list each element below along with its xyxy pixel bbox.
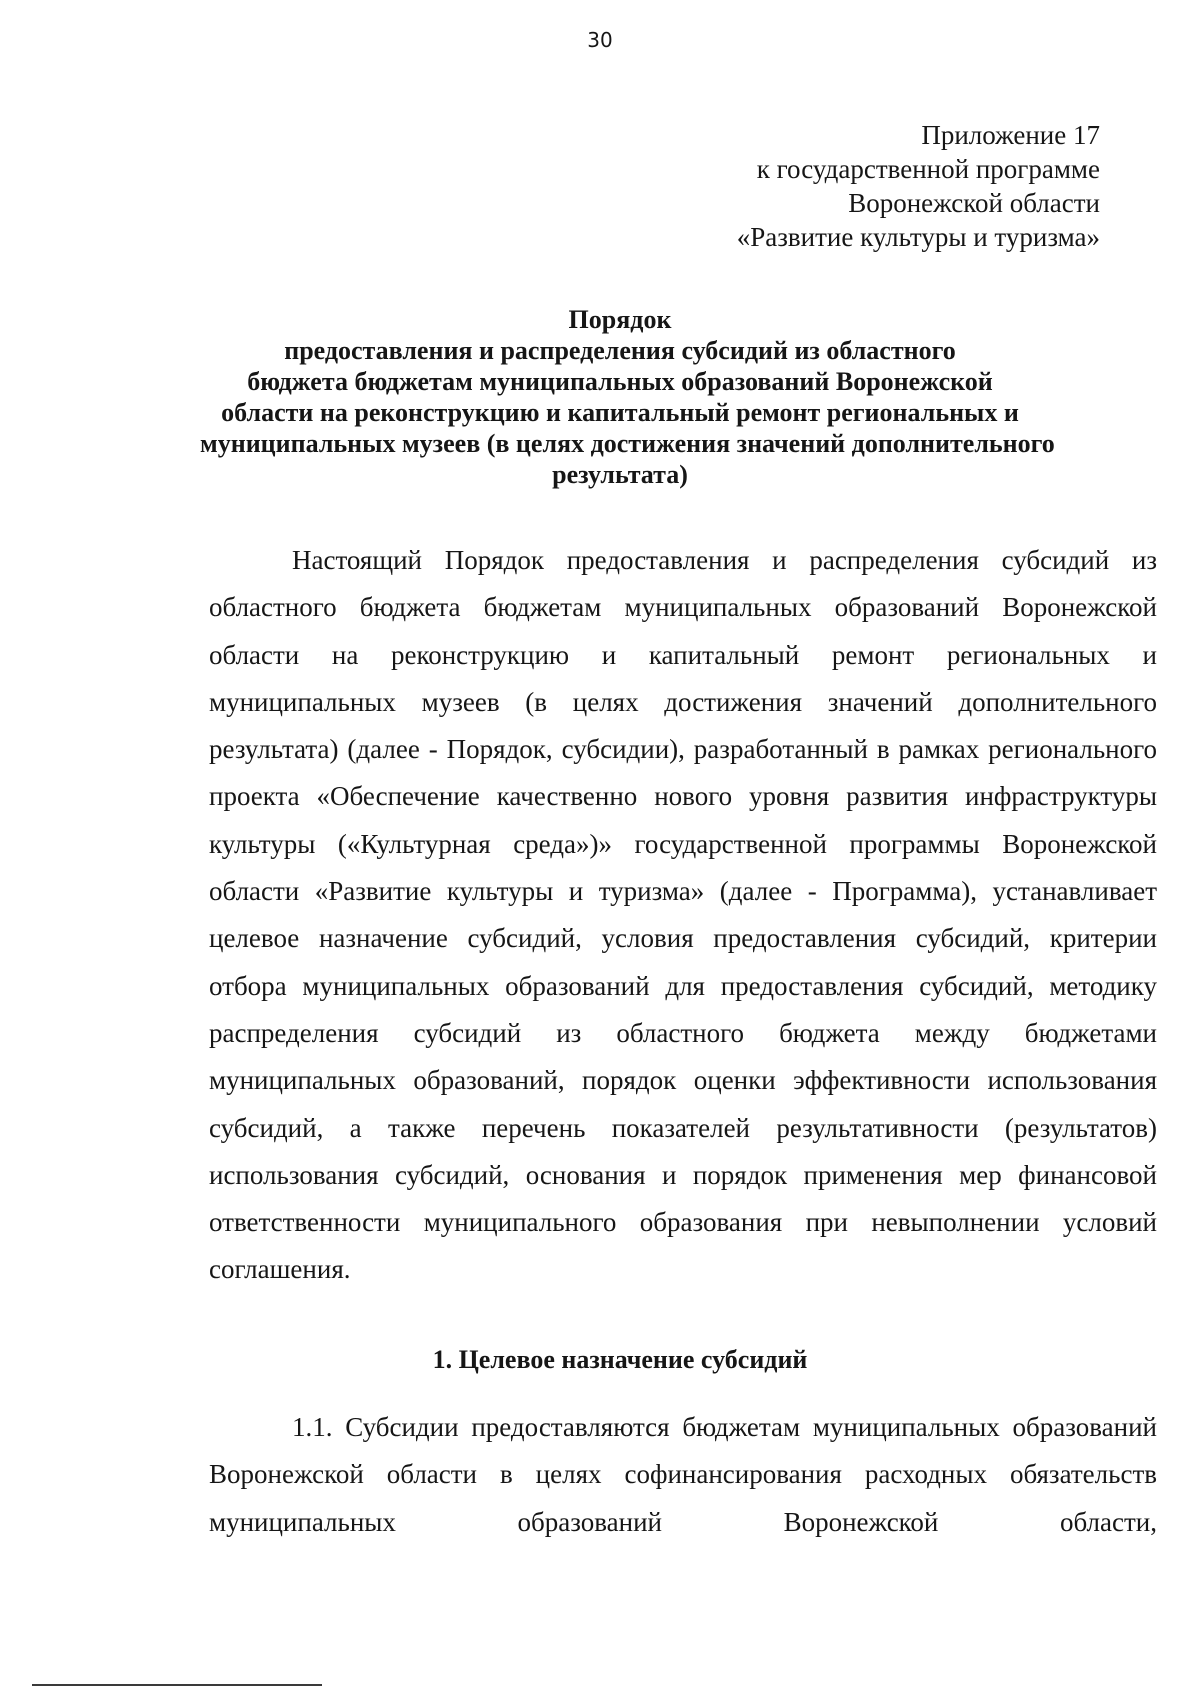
document-title (200, 304, 1055, 490)
appendix-reference (737, 118, 1100, 254)
appendix-line: Воронежской области (848, 188, 1100, 218)
footnote-divider (32, 1684, 322, 1686)
page-number: 30 (587, 28, 613, 52)
appendix-line: «Развитие культуры и туризма» (736, 222, 1100, 252)
title-line: результата) (552, 460, 688, 489)
paragraph-1-1: 1.1. Субсидии предоставляются бюджетам муниципальных образований Воронежской области в целях софинансирования расходных обязательств муниципальных образований Воронежской области, (209, 1412, 1157, 1537)
title-line: предоставления и распределения субсидий из областного (284, 336, 956, 365)
title-line: бюджета бюджетам муниципальных образований Воронежской (247, 367, 993, 396)
title-line: Порядок (568, 305, 672, 334)
title-line: области на реконструкцию и капитальный ремонт региональных и (221, 398, 1019, 427)
appendix-line: Приложение 17 (921, 120, 1100, 150)
section-heading: 1. Целевое назначение субсидий (432, 1345, 808, 1374)
title-line: муниципальных музеев (в целях достижения значений дополнительного (200, 429, 1055, 458)
intro-paragraph: Настоящий Порядок предоставления и распределения субсидий из областного бюджета бюджетам муниципальных образований Воронежской области на реконструкцию и капитальный ремонт региональных и муниципальных музеев (в целях достижения значений дополнительного результата) (далее - Порядок, субсидии), разработанный в рамках регионального проекта «Обеспечение качественно нового уровня развития инфраструктуры культуры («Культурная среда»)» государственной программы Воронежской области «Развитие культуры и туризма» (далее - Программа), устанавливает целевое назначение субсидий, условия предоставления субсидий, критерии отбора муниципальных образований для предоставления субсидий, методику распределения субсидий из областного бюджета между бюджетами муниципальных образований, порядок оценки эффективности использования субсидий, а также перечень показателей результативности (результатов) использования субсидий, основания и порядок применения мер финансовой ответственности муниципального образования при невыполнении условий соглашения. (209, 545, 1157, 1285)
appendix-line: к государственной программе (756, 154, 1100, 184)
